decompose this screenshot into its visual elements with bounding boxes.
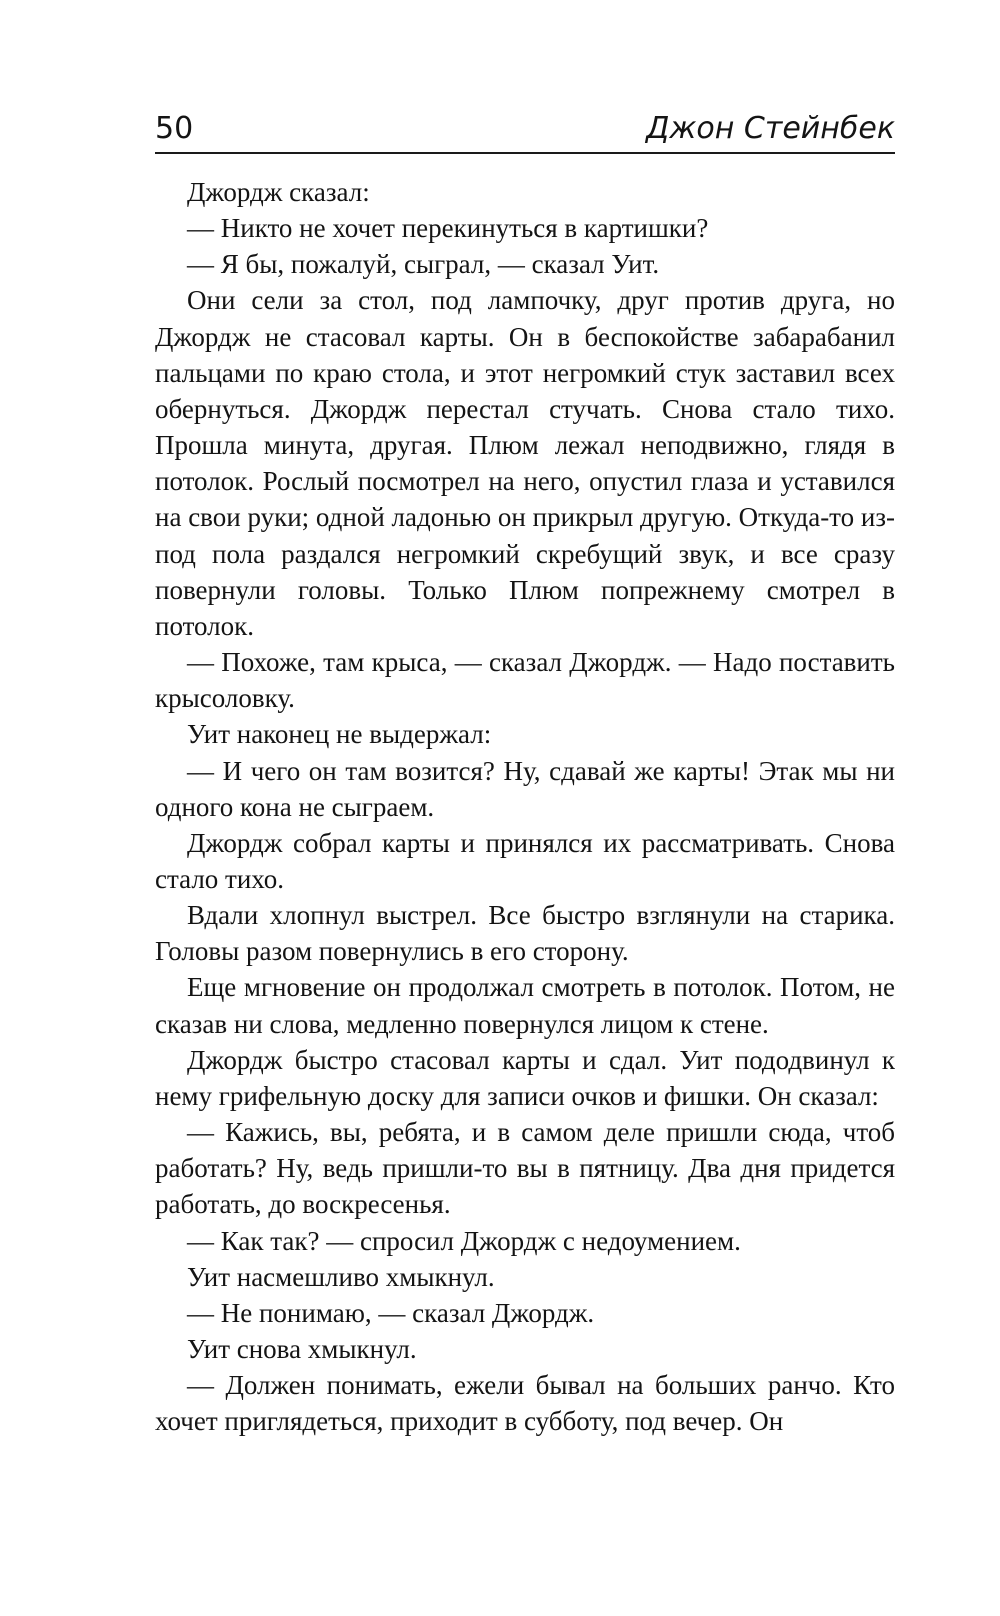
- running-header: [155, 108, 895, 154]
- page-number: 50: [155, 111, 194, 146]
- paragraph: — Похоже, там крыса, — сказал Джордж. — Надо поставить крысоловку.: [155, 647, 895, 714]
- book-page: [155, 0, 895, 1616]
- paragraph: Джордж собрал карты и принялся их рассматривать. Снова стало тихо.: [155, 827, 895, 894]
- paragraph: — И чего он там возится? Ну, сдавай же карты! Этак мы ни одного кона не сыграем.: [155, 755, 895, 822]
- paragraph: Джордж сказал:: [187, 177, 370, 207]
- paragraph: Джордж быстро стасовал карты и сдал. Уит пододвинул к нему грифельную доску для записи очков и фишки. Он сказал:: [155, 1044, 895, 1111]
- paragraph: — Никто не хочет перекинуться в картишки?: [187, 213, 709, 244]
- paragraph: Еще мгновение он продолжал смотреть в потолок. Потом, не сказав ни слова, медленно повернулся лицом к стене.: [155, 972, 895, 1039]
- paragraph: — Как так? — спросил Джордж с недоумением.: [187, 1225, 741, 1256]
- paragraph: Они сели за стол, под лампочку, друг против друга, но Джордж не стасовал карты. Он в беспокойстве забарабанил пальцами по краю стола, и этот негромкий стук заставил всех обернуться. Джордж перестал стучать. Снова стало тихо. Прошла минута, другая. Плюм лежал неподвижно, глядя в потолок. Рослый посмотрел на него, опустил глаза и уставился на свои руки; одной ладонью он прикрыл другую. Откуда-то из-под пола раздался негромкий скребущий звук, и все сразу повернули головы. Только Плюм попрежнему смотрел в потолок.: [155, 285, 895, 641]
- paragraph: Уит наконец не выдержал:: [187, 719, 492, 750]
- paragraph: — Я бы, пожалуй, сыграл, — сказал Уит.: [187, 249, 660, 280]
- paragraph: — Кажись, вы, ребята, и в самом деле пришли сюда, чтоб работать? Ну, ведь пришли-то вы в пятницу. Два дня придется работать, до воскресенья.: [155, 1117, 895, 1220]
- body-text: [155, 174, 895, 1439]
- paragraph: — Не понимаю, — сказал Джордж.: [187, 1297, 595, 1328]
- running-title: Джон Стейнбек: [645, 111, 895, 146]
- paragraph: Уит снова хмыкнул.: [187, 1334, 417, 1364]
- paragraph: Уит насмешливо хмыкнул.: [187, 1261, 495, 1292]
- paragraph: Вдали хлопнул выстрел. Все быстро взглянули на старика. Головы разом повернулись в его сторону.: [155, 900, 895, 967]
- paragraph: — Должен понимать, ежели бывал на больших ранчо. Кто хочет приглядеться, приходит в субботу, под вечер. Он: [155, 1370, 895, 1437]
